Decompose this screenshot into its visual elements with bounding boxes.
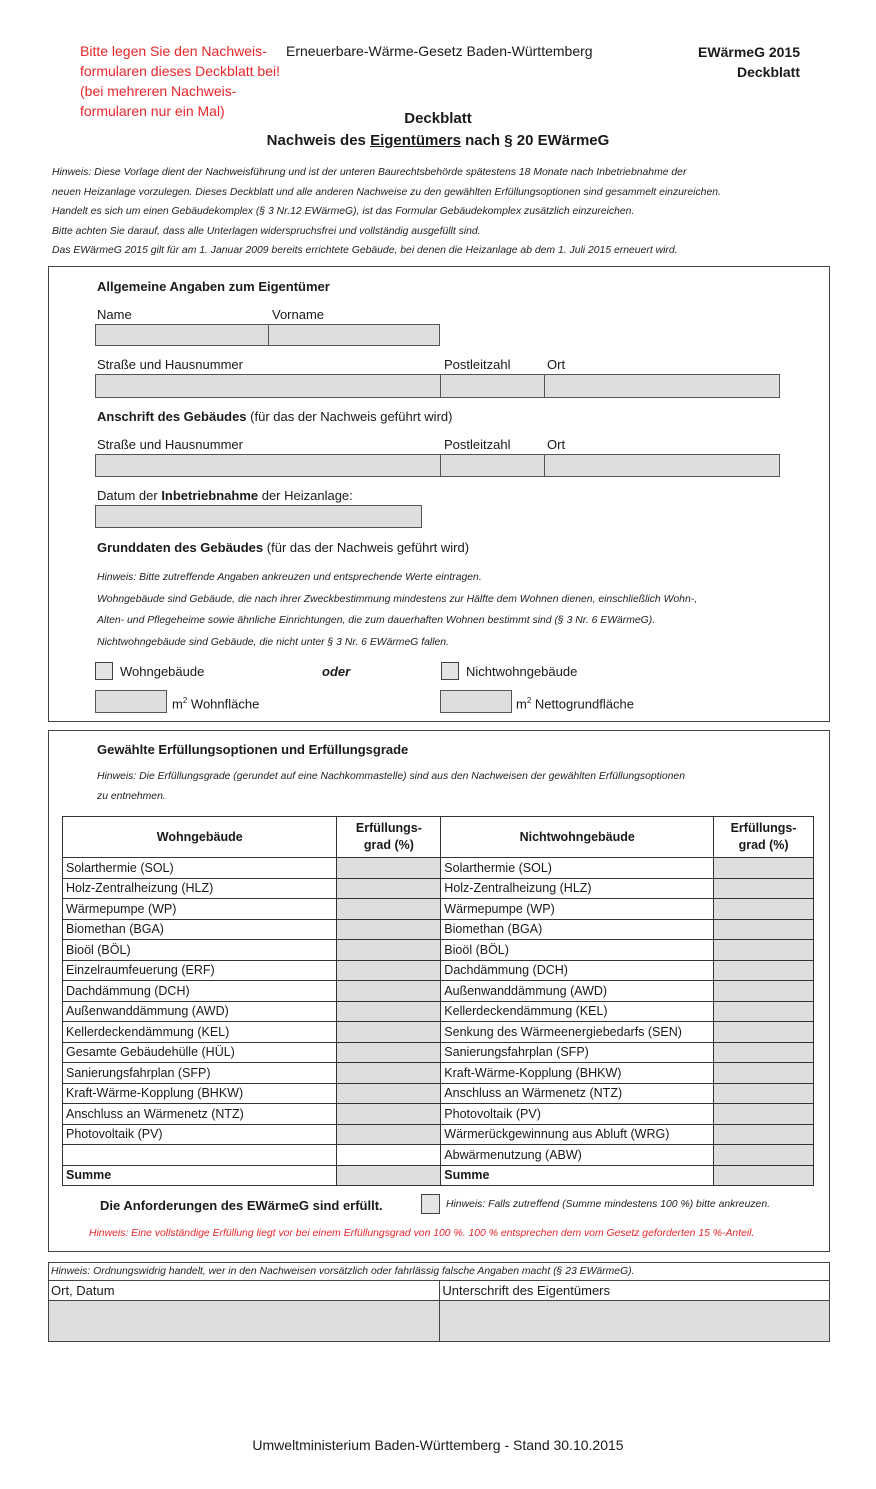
nonresidential-degree-field[interactable] — [714, 1042, 814, 1063]
options-table — [62, 816, 814, 1186]
residential-option-name — [63, 1145, 337, 1166]
nonresidential-option-name: Außenwanddämmung (AWD) — [441, 981, 714, 1002]
residential-option-name: Einzelraumfeuerung (ERF) — [63, 960, 337, 981]
fulfillment-red-hint: Hinweis: Eine vollständige Erfüllung liegt vor bei einem Erfüllungsgrad von 100 %. 100 % entsprechen dem vom Gesetz geforderten 15 %-Anteil. — [89, 1228, 755, 1239]
nonresidential-degree-field[interactable] — [714, 1063, 814, 1084]
table-row — [63, 1124, 814, 1145]
nonresidential-label: Nichtwohngebäude — [466, 664, 578, 679]
nonresidential-option-name: Senkung des Wärmeenergiebedarfs (SEN) — [441, 1022, 714, 1043]
table-row — [63, 878, 814, 899]
nonresidential-degree-field[interactable] — [714, 858, 814, 879]
residential-option-name: Kellerdeckendämmung (KEL) — [63, 1022, 337, 1043]
or-label: oder — [322, 664, 351, 679]
intro-notes: Hinweis: Diese Vorlage dient der Nachweisführung und ist der unteren Baurechtsbehörde spätestens 18 Monate nach Inbetriebnahme der neuen Heizanlage vorzulegen. Dieses Deckblatt und alle anderen Nachweise zu den gewählten Erfüllungsoptionen sind gesammelt einzureichen. Handelt es sich um einen Gebäudekomplex (§ 3 Nr.12 EWärmeG), ist das Formular Gebäudekomplex zusätzlich einzureichen. Bitte achten Sie darauf, dass alle Unterlagen widerspruchsfrei und vollständig ausgefüllt sind. Das EWärmeG 2015 gilt für am 1. Januar 2009 bereits errichtete Gebäude, bei denen die Heizanlage ab dem 1. Juli 2015 erneuert wird. — [52, 167, 721, 256]
residential-degree-field[interactable] — [337, 981, 441, 1002]
nonresidential-sum-field[interactable] — [714, 1165, 814, 1186]
residential-option-name: Sanierungsfahrplan (SFP) — [63, 1063, 337, 1084]
table-row — [63, 1145, 814, 1166]
residential-option-name: Biomethan (BGA) — [63, 919, 337, 940]
residential-degree-field[interactable] — [337, 1083, 441, 1104]
nonresidential-option-name: Abwärmenutzung (ABW) — [441, 1145, 714, 1166]
sum-row — [63, 1165, 814, 1186]
nonresidential-degree-field[interactable] — [714, 878, 814, 899]
living-area-label: $m^2$ Wohnfläche — [172, 696, 260, 712]
owner-city-field[interactable] — [544, 374, 780, 398]
table-row — [63, 1083, 814, 1104]
owner-signature-label: Unterschrift des Eigentümers — [440, 1281, 830, 1301]
residential-option-name: Bioöl (BÖL) — [63, 940, 337, 961]
nonresidential-option-name: Bioöl (BÖL) — [441, 940, 714, 961]
residential-option-name: Wärmepumpe (WP) — [63, 899, 337, 920]
residential-option-name: Kraft-Wärme-Kopplung (BHKW) — [63, 1083, 337, 1104]
nonresidential-degree-field[interactable] — [714, 1083, 814, 1104]
name-label: Name — [97, 307, 132, 322]
building-zip-field[interactable] — [440, 454, 545, 477]
residential-degree-field — [337, 1145, 441, 1166]
nonresidential-option-name: Photovoltaik (PV) — [441, 1104, 714, 1125]
residential-sum-label: Summe — [63, 1165, 337, 1186]
net-area-field[interactable] — [440, 690, 512, 713]
owner-zip-label: Postleitzahl — [444, 357, 511, 372]
footer: Umweltministerium Baden-Württemberg - Stand 30.10.2015 — [252, 1437, 624, 1453]
owner-street-field[interactable] — [95, 374, 441, 398]
nonresidential-option-name: Kraft-Wärme-Kopplung (BHKW) — [441, 1063, 714, 1084]
nonresidential-option-name: Wärmerückgewinnung aus Abluft (WRG) — [441, 1124, 714, 1145]
col-degree: Erfüllungs- grad (%) — [337, 817, 441, 858]
options-note: Hinweis: Die Erfüllungsgrade (gerundet auf eine Nachkommastelle) sind aus den Nachweisen der gewählten Erfüllungsoptionen zu entnehmen. — [97, 771, 685, 802]
col-nonresidential: Nichtwohngebäude — [441, 817, 714, 858]
nonresidential-degree-field[interactable] — [714, 1022, 814, 1043]
net-area-label: $m^2$ Nettogrundfläche — [516, 696, 634, 712]
law-title: Erneuerbare-Wärme-Gesetz Baden-Württemberg — [286, 43, 593, 59]
signature-table — [48, 1262, 830, 1342]
commissioning-label: Datum der Inbetriebnahme der Heizanlage: — [97, 488, 353, 503]
nonresidential-option-name: Sanierungsfahrplan (SFP) — [441, 1042, 714, 1063]
form-code: EWärmeG 2015 Deckblatt — [698, 44, 800, 80]
residential-degree-field[interactable] — [337, 940, 441, 961]
nonresidential-degree-field[interactable] — [714, 899, 814, 920]
basic-data-notes: Hinweis: Bitte zutreffende Angaben ankreuzen und entsprechende Werte eintragen. Wohngebäude sind Gebäude, die nach ihrer Zweckbestimmung mindestens zur Hälfte dem Wohnen dienen, einschließlich Wohn-, Alten- und Pflegeheime sowie ähnliche Einrichtungen, die zum dauerhaften Wohnen bestimmt sind (§ 3 Nr. 6 EWärmeG). Nichtwohngebäude sind Gebäude, die nicht unter § 3 Nr. 6 EWärmeG fallen. — [97, 572, 698, 648]
nonresidential-option-name: Solarthermie (SOL) — [441, 858, 714, 879]
table-row — [63, 1001, 814, 1022]
firstname-label: Vorname — [272, 307, 325, 322]
nonresidential-degree-field[interactable] — [714, 1104, 814, 1125]
owner-street-label: Straße und Hausnummer — [97, 357, 243, 372]
fulfilled-checkbox[interactable] — [421, 1194, 440, 1214]
nonresidential-option-name: Dachdämmung (DCH) — [441, 960, 714, 981]
residential-degree-field[interactable] — [337, 1063, 441, 1084]
building-city-label: Ort — [547, 437, 566, 452]
table-row — [63, 919, 814, 940]
building-zip-label: Postleitzahl — [444, 437, 511, 452]
living-area-field[interactable] — [95, 690, 167, 713]
options-heading: Gewählte Erfüllungsoptionen und Erfüllungsgrade — [97, 742, 409, 757]
residential-degree-field[interactable] — [337, 878, 441, 899]
residential-label: Wohngebäude — [120, 664, 205, 679]
nonresidential-degree-field[interactable] — [714, 940, 814, 961]
nonresidential-sum-label: Summe — [441, 1165, 714, 1186]
nonresidential-degree-field[interactable] — [714, 960, 814, 981]
commissioning-date-field[interactable] — [95, 505, 422, 528]
nonresidential-option-name: Wärmepumpe (WP) — [441, 899, 714, 920]
nonresidential-option-name: Biomethan (BGA) — [441, 919, 714, 940]
table-row — [63, 858, 814, 879]
owner-zip-field[interactable] — [440, 374, 545, 398]
nonresidential-degree-field[interactable] — [714, 1001, 814, 1022]
owner-city-label: Ort — [547, 357, 566, 372]
nonresidential-degree-field[interactable] — [714, 919, 814, 940]
residential-degree-field[interactable] — [337, 1124, 441, 1145]
place-date-label: Ort, Datum — [49, 1281, 440, 1301]
residential-degree-field[interactable] — [337, 1104, 441, 1125]
nonresidential-option-name: Anschluss an Wärmenetz (NTZ) — [441, 1083, 714, 1104]
owner-name-field[interactable] — [95, 324, 269, 346]
nonresidential-checkbox[interactable] — [441, 662, 459, 680]
nonresidential-degree-field[interactable] — [714, 1145, 814, 1166]
table-row — [63, 1063, 814, 1084]
residential-option-name: Holz-Zentralheizung (HLZ) — [63, 878, 337, 899]
residential-degree-field[interactable] — [337, 960, 441, 981]
residential-option-name: Gesamte Gebäudehülle (HÜL) — [63, 1042, 337, 1063]
residential-option-name: Anschluss an Wärmenetz (NTZ) — [63, 1104, 337, 1125]
building-street-label: Straße und Hausnummer — [97, 437, 243, 452]
table-row — [63, 940, 814, 961]
nonresidential-degree-field[interactable] — [714, 981, 814, 1002]
table-row — [63, 899, 814, 920]
building-address-heading: Anschrift des Gebäudes (für das der Nachweis geführt wird) — [97, 409, 453, 424]
owner-firstname-field[interactable] — [268, 324, 440, 346]
residential-option-name: Photovoltaik (PV) — [63, 1124, 337, 1145]
table-row — [63, 1104, 814, 1125]
fulfilled-label: Die Anforderungen des EWärmeG sind erfüllt. — [100, 1198, 383, 1213]
basic-data-heading: Grunddaten des Gebäudes (für das der Nachweis geführt wird) — [97, 540, 470, 555]
table-row — [63, 981, 814, 1002]
residential-sum-field[interactable] — [337, 1165, 441, 1186]
attach-cover-note: Bitte legen Sie den Nachweis- formularen dieses Deckblatt bei! (bei mehreren Nachweis- formularen nur ein Mal) — [80, 43, 280, 119]
residential-option-name: Außenwanddämmung (AWD) — [63, 1001, 337, 1022]
residential-degree-field[interactable] — [337, 1042, 441, 1063]
table-row — [63, 1042, 814, 1063]
residential-degree-field[interactable] — [337, 1001, 441, 1022]
table-row — [63, 1022, 814, 1043]
table-row — [63, 960, 814, 981]
residential-degree-field[interactable] — [337, 858, 441, 879]
residential-checkbox[interactable] — [95, 662, 113, 680]
col-degree: Erfüllungs- grad (%) — [714, 817, 814, 858]
doc-subtitle: Nachweis des Eigentümers nach § 20 EWärmeG — [266, 132, 610, 149]
owner-heading: Allgemeine Angaben zum Eigentümer — [97, 279, 330, 294]
legal-hint: Hinweis: Ordnungswidrig handelt, wer in den Nachweisen vorsätzlich oder fahrlässig falsche Angaben macht (§ 23 EWärmeG). — [49, 1263, 830, 1281]
nonresidential-degree-field[interactable] — [714, 1124, 814, 1145]
place-date-field[interactable] — [49, 1301, 440, 1342]
fulfilled-hint: Hinweis: Falls zutreffend (Summe mindestens 100 %) bitte ankreuzen. — [446, 1199, 770, 1210]
options-rows — [63, 858, 814, 1186]
residential-degree-field[interactable] — [337, 899, 441, 920]
col-residential: Wohngebäude — [63, 817, 337, 858]
residential-option-name: Solarthermie (SOL) — [63, 858, 337, 879]
residential-option-name: Dachdämmung (DCH) — [63, 981, 337, 1002]
residential-degree-field[interactable] — [337, 1022, 441, 1043]
nonresidential-option-name: Kellerdeckendämmung (KEL) — [441, 1001, 714, 1022]
doc-title: Deckblatt — [404, 110, 472, 127]
building-street-field[interactable] — [95, 454, 441, 477]
nonresidential-option-name: Holz-Zentralheizung (HLZ) — [441, 878, 714, 899]
building-city-field[interactable] — [544, 454, 780, 477]
residential-degree-field[interactable] — [337, 919, 441, 940]
owner-signature-field[interactable] — [440, 1301, 830, 1342]
